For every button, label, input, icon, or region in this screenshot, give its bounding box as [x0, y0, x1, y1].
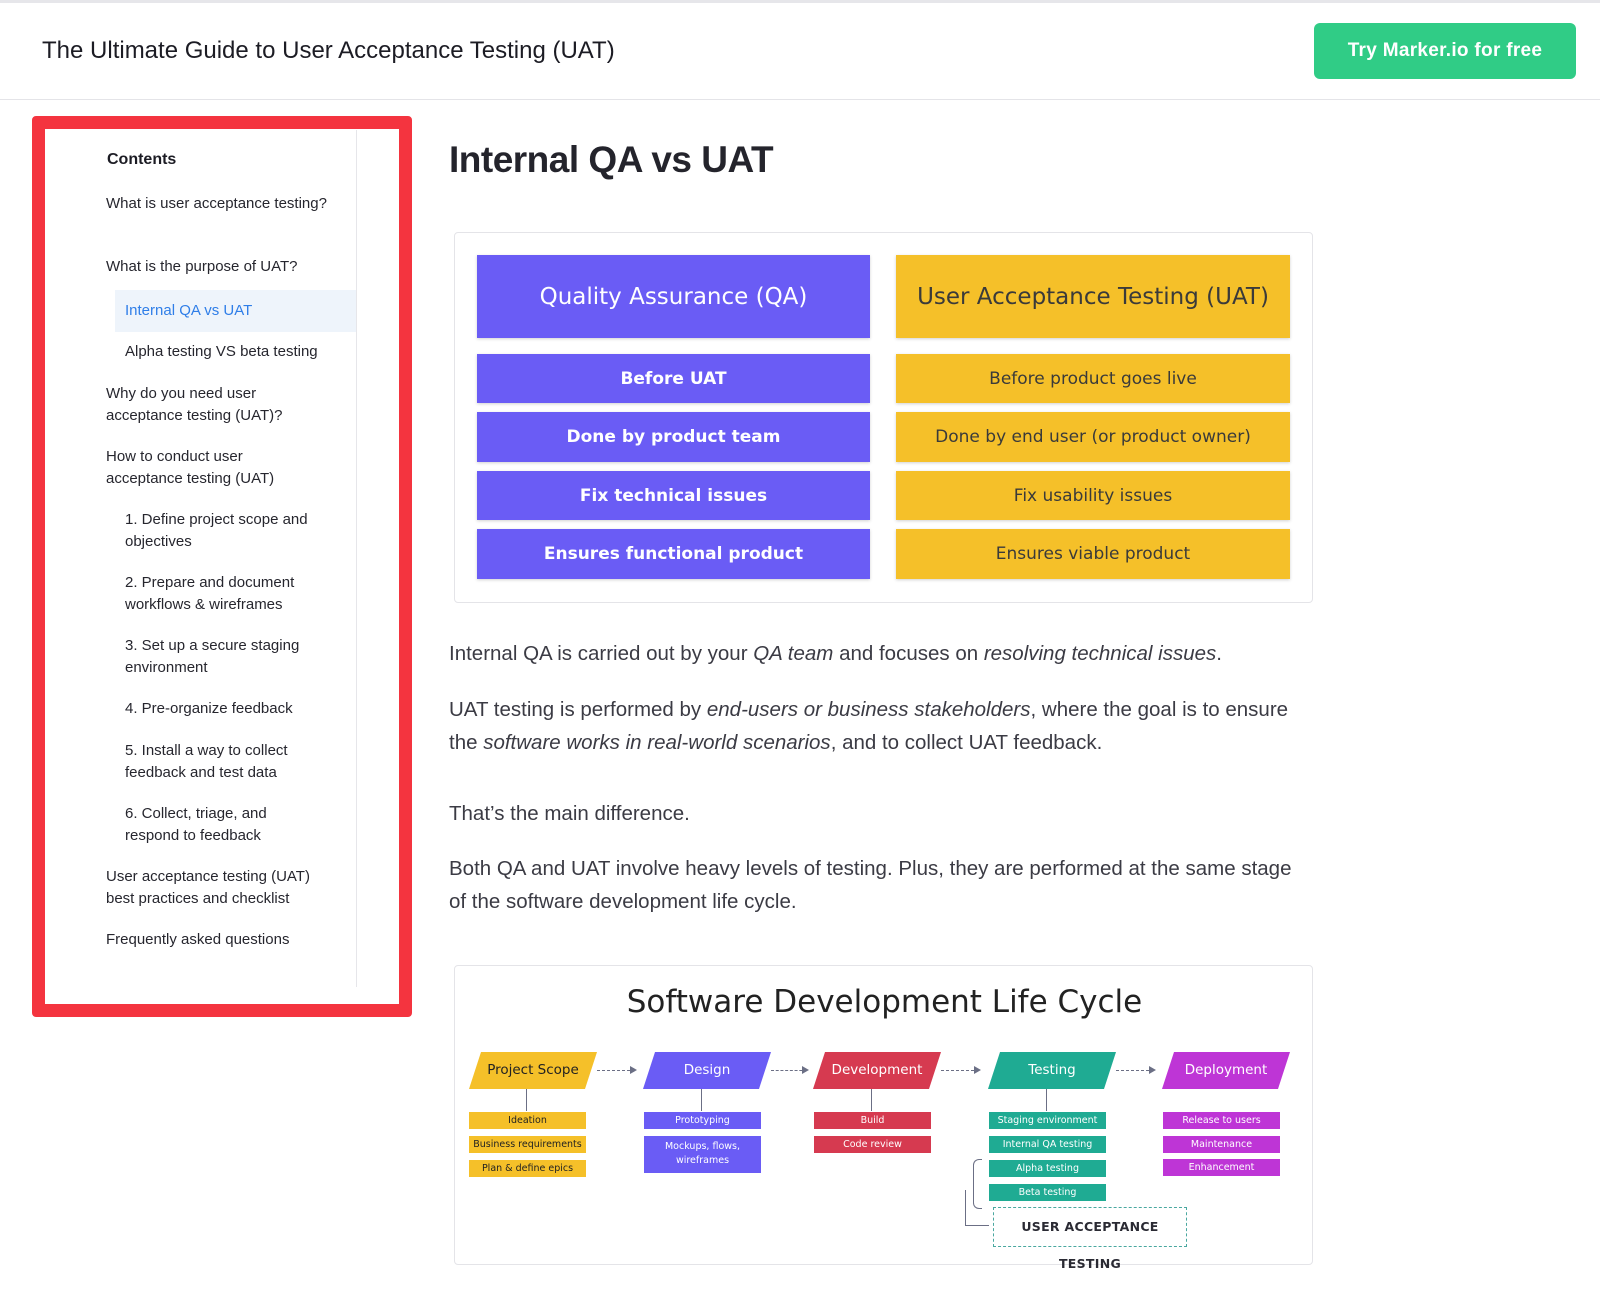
toc-item-step-6[interactable]: 6. Collect, triage, and respond to feedback — [125, 805, 267, 844]
toc-item-why-uat[interactable]: Why do you need user acceptance testing (UAT)? — [106, 385, 283, 424]
section-heading: Internal QA vs UAT — [449, 139, 774, 180]
paragraph-uat: UAT testing is performed by end-users or business stakeholders, where the goal is to ensure the software works in real-world scenarios, and to collect UAT feedback. — [449, 698, 1289, 754]
sdlc-title: Software Development Life Cycle — [626, 984, 1143, 1020]
arrow-icon — [1116, 1070, 1154, 1071]
paragraph-difference: That’s the main difference. — [449, 802, 690, 825]
toc-item-step-2[interactable]: 2. Prepare and document workflows & wireframes — [125, 574, 295, 613]
sub-code-review: Code review — [814, 1136, 931, 1153]
sub-build: Build — [814, 1112, 931, 1129]
uat-bracket-arrow — [965, 1225, 989, 1226]
stage-development: Development — [831, 1062, 923, 1078]
qa-row-who: Done by product team — [477, 412, 870, 462]
uat-row-fix: Fix usability issues — [896, 471, 1290, 520]
sub-maintenance: Maintenance — [1163, 1136, 1280, 1153]
sub-ideation: Ideation — [469, 1112, 586, 1129]
arrow-icon — [941, 1070, 979, 1071]
sub-prototyping: Prototyping — [644, 1112, 761, 1129]
uat-header-box: User Acceptance Testing (UAT) — [896, 255, 1290, 338]
uat-row-ensures: Ensures viable product — [896, 529, 1290, 579]
toc-item-best-practices[interactable]: User acceptance testing (UAT) best practices and checklist — [106, 868, 310, 907]
connector-line — [871, 1089, 872, 1111]
toc-item-step-1[interactable]: 1. Define project scope and objectives — [125, 511, 308, 550]
stage-design: Design — [683, 1062, 731, 1078]
toc-item-alpha-vs-beta[interactable]: Alpha testing VS beta testing — [125, 343, 318, 360]
sub-plan-epics: Plan & define epics — [469, 1160, 586, 1177]
toc-divider — [356, 130, 357, 987]
page-header — [0, 3, 1600, 100]
qa-row-fix: Fix technical issues — [477, 471, 870, 520]
paragraph-both: Both QA and UAT involve heavy levels of testing. Plus, they are performed at the same stage of the software development life cycle. — [449, 857, 1292, 913]
connector-line — [526, 1089, 527, 1111]
sub-beta-testing: Beta testing — [989, 1184, 1106, 1201]
alpha-beta-bracket — [973, 1159, 982, 1209]
stage-deployment: Deployment — [1184, 1062, 1268, 1078]
toc-item-faq[interactable]: Frequently asked questions — [106, 931, 290, 948]
user-acceptance-testing-callout: USER ACCEPTANCE TESTING — [993, 1207, 1187, 1247]
sub-internal-qa-testing: Internal QA testing — [989, 1136, 1106, 1153]
toc-item-step-4[interactable]: 4. Pre-organize feedback — [125, 700, 293, 717]
qa-header-box: Quality Assurance (QA) — [477, 255, 870, 338]
sdlc-diagram — [454, 965, 1313, 1271]
arrow-icon — [771, 1070, 807, 1071]
sub-business-requirements: Business requirements — [469, 1136, 586, 1153]
toc-item-internal-qa-vs-uat[interactable]: Internal QA vs UAT — [125, 302, 253, 319]
qa-row-when: Before UAT — [477, 354, 870, 403]
arrow-icon — [597, 1070, 635, 1071]
uat-row-who: Done by end user (or product owner) — [896, 412, 1290, 462]
sub-mockups: Mockups, flows, wireframes — [644, 1136, 761, 1173]
toc-item-what-is-uat[interactable]: What is user acceptance testing? — [106, 195, 327, 212]
toc-heading: Contents — [107, 151, 177, 168]
stage-project-scope: Project Scope — [487, 1062, 579, 1078]
toc-item-how-to-conduct[interactable]: How to conduct user acceptance testing (UAT) — [106, 448, 275, 487]
guide-title: The Ultimate Guide to User Acceptance Testing (UAT) — [42, 37, 615, 64]
sub-alpha-testing: Alpha testing — [989, 1160, 1106, 1177]
paragraph-qa: Internal QA is carried out by your QA team and focuses on resolving technical issues. — [449, 642, 1222, 665]
sub-staging-environment: Staging environment — [989, 1112, 1106, 1129]
toc-item-step-3[interactable]: 3. Set up a secure staging environment — [125, 637, 300, 676]
connector-line — [1046, 1089, 1047, 1111]
uat-bracket-line — [965, 1190, 966, 1226]
toc-item-purpose[interactable]: What is the purpose of UAT? — [106, 258, 298, 275]
stage-testing: Testing — [1028, 1062, 1076, 1078]
qa-row-ensures: Ensures functional product — [477, 529, 870, 579]
qa-vs-uat-comparison-graphic — [454, 232, 1313, 603]
connector-line — [701, 1089, 702, 1111]
sub-release-to-users: Release to users — [1163, 1112, 1280, 1129]
sub-enhancement: Enhancement — [1163, 1159, 1280, 1176]
toc-item-step-5[interactable]: 5. Install a way to collect feedback and test data — [125, 742, 288, 781]
uat-row-when: Before product goes live — [896, 354, 1290, 403]
try-marker-button[interactable]: Try Marker.io for free — [1314, 23, 1576, 79]
